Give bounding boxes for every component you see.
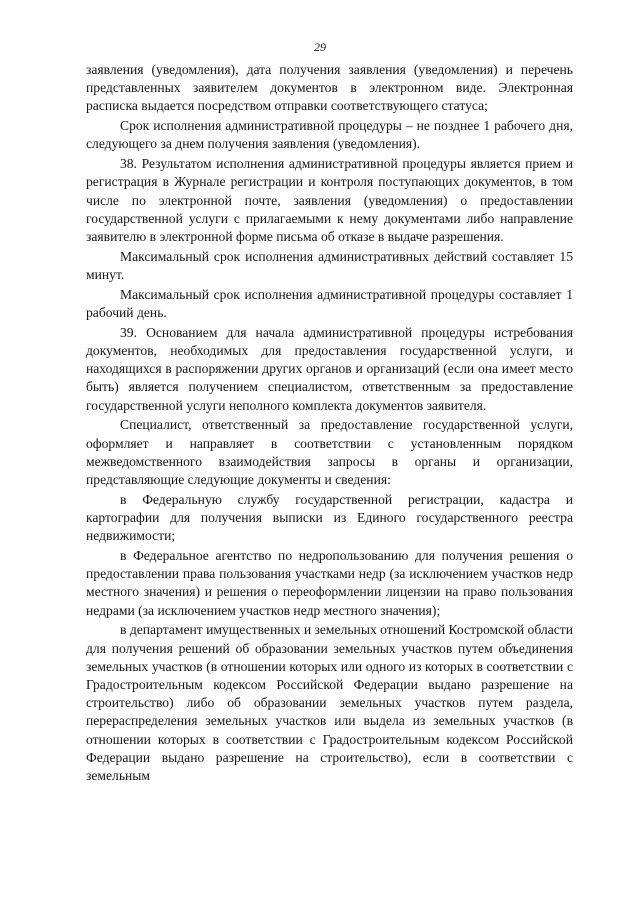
paragraph-4: Максимальный срок исполнения административных действий составляет 15 минут. xyxy=(86,248,573,283)
paragraph-9: в Федеральное агентство по недропользованию для получения решения о предоставлении права пользования участками недр (за исключением участков недр местного значения) и решения о переоформлении лицензии на право пользования недрами (за исключением участков недр местного значения); xyxy=(86,548,573,618)
paragraph-6: 39. Основанием для начала административной процедуры истребования документов, необходимых для предоставления государственной услуги, и находящихся в распоряжении других органов и организаций (если она имеет место быть) является получением специалистом, ответственным за предоставление государственной услуги неполного комплекта документов заявителя. xyxy=(86,324,573,413)
paragraph-2: Срок исполнения административной процедуры – не позднее 1 рабочего дня, следующего за днем получения заявления (уведомления). xyxy=(86,118,573,152)
paragraph-5: Максимальный срок исполнения административной процедуры составляет 1 рабочий день. xyxy=(86,286,573,321)
paragraph-3: 38. Результатом исполнения административной процедуры является прием и регистрация в Журнале регистрации и контроля поступающих документов, в том числе по электронной почте, заявления (уведомления) о предоставлении государственной услуги с прилагаемыми к нему документами либо направление заявителю в электронной форме письма об отказе в выдаче разрешения. xyxy=(86,156,573,245)
paragraph-1: заявления (уведомления), дата получения заявления (уведомления) и перечень представленных заявителем документов в электронном виде. Электронная расписка выдается посредством отправки соответствующего статуса; xyxy=(86,62,573,114)
paragraph-8: в Федеральную службу государственной регистрации, кадастра и картографии для получения выписки из Единого государственного реестра недвижимости; xyxy=(86,491,573,544)
paragraph-7: Специалист, ответственный за предоставление государственной услуги, оформляет и направляет в соответствии с установленным порядком межведомственного взаимодействия запросы в органы и организации, представляющие следующие документы и сведения: xyxy=(86,417,573,488)
document-body xyxy=(86,61,573,787)
page-number: 29 xyxy=(314,40,326,54)
paragraph-10: в департамент имущественных и земельных отношений Костромской области для получения решений об образовании земельных участков путем объединения земельных участков (в отношении которых или одного из которых в соответствии с Градостроительным кодексом Российской Федерации выдано разрешение на строительство) либо об образовании земельных участков путем раздела, перераспределения земельных участков или выдела из земельных участков (в отношении которых в соответствии с Градостроительным кодексом Российской Федерации выдано разрешение на строительство), если в соответствии с земельным xyxy=(86,622,573,784)
